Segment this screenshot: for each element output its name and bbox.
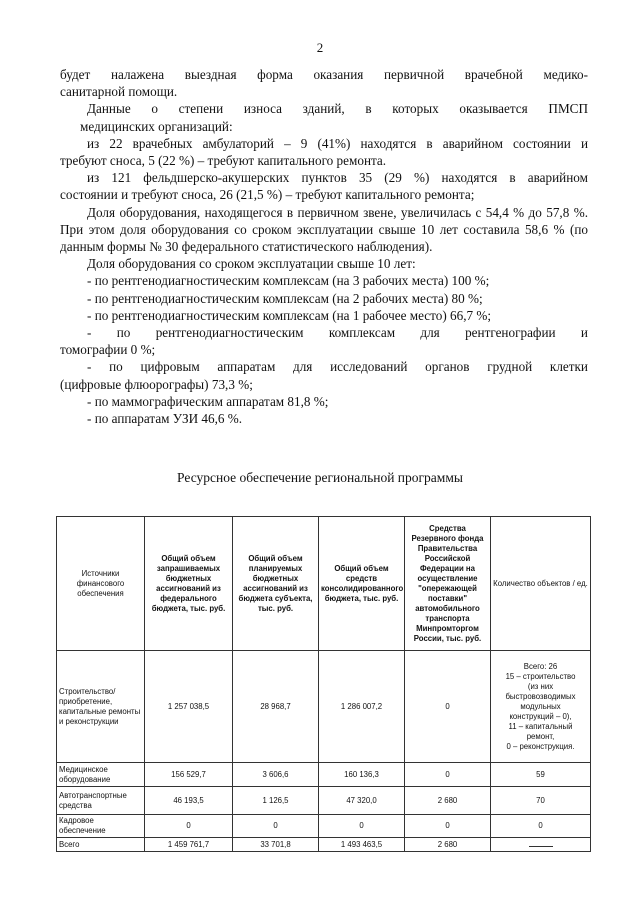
list-item: - по маммографическим аппаратам 81,8 %; [87, 393, 329, 409]
cell-federal: 0 [145, 815, 233, 838]
row-label: Медицинское оборудование [57, 763, 145, 787]
header-objects: Количество объектов / ед. [491, 517, 591, 651]
page-number: 2 [316, 40, 324, 55]
header-subject: Общий объем планируемых бюджетных ассигнований из бюджета субъекта, тыс. руб. [233, 517, 319, 651]
list-item: - по аппаратам УЗИ 46,6 %. [87, 411, 243, 427]
header-source: Источники финансового обеспечения [57, 517, 145, 651]
paragraph: Доля оборудования, находящегося в первичном звене, увеличилась с 54,4 % до 57,8 %. При этом доля оборудования со сроком эксплуатации свыше 10 лет составила 58,6 % (по данным формы № 30 федерального статистического наблюдения). [60, 204, 588, 255]
cell-objects: 70 [491, 787, 591, 815]
cell-reserve: 0 [405, 763, 491, 787]
cell-consolidated: 1 493 463,5 [319, 838, 405, 852]
cell-subject: 33 701,8 [233, 838, 319, 852]
header-federal: Общий объем запрашиваемых бюджетных ассигнований из федерального бюджета, тыс. руб. [145, 517, 233, 651]
cell-reserve: 2 680 [405, 787, 491, 815]
cell-consolidated: 160 136,3 [319, 763, 405, 787]
table-row [57, 815, 591, 838]
cell-reserve: 0 [405, 815, 491, 838]
paragraph-line: санитарной помощи. [60, 84, 178, 100]
paragraph-line: будет налажена выездная форма оказания первичной врачебной медико- [60, 67, 588, 82]
cell-consolidated: 47 320,0 [319, 787, 405, 815]
list-item: - по рентгенодиагностическим комплексам (на 1 рабочее место) 66,7 %; [87, 307, 492, 323]
resource-table [56, 516, 591, 852]
cell-federal: 46 193,5 [145, 787, 233, 815]
list-item: - по рентгенодиагностическим комплексам (на 2 рабочих места) 80 %; [87, 290, 483, 306]
list-item-continuation: томографии 0 %; [60, 342, 156, 358]
header-consolidated: Общий объем средств консолидированного бюджета, тыс. руб. [319, 517, 405, 651]
cell-objects: Всего: 26 15 – строительство (из них быстровозводимых модульных конструкций – 0), 11 – капитальный ремонт, 0 – реконструкция. [491, 651, 591, 763]
table-row [57, 651, 591, 763]
table-row [57, 763, 591, 787]
list-item: - по цифровым аппаратам для исследований органов грудной клетки [87, 359, 588, 375]
cell-reserve: 2 680 [405, 838, 491, 852]
cell-objects [491, 838, 591, 852]
cell-federal: 1 257 038,5 [145, 651, 233, 763]
table-header-row [57, 517, 591, 651]
paragraph: Доля оборудования со сроком эксплуатации свыше 10 лет: [87, 256, 416, 272]
cell-reserve: 0 [405, 651, 491, 763]
body-text [60, 66, 588, 427]
paragraph-line: Данные о степени износа зданий, в которых оказывается ПМСП [87, 101, 588, 117]
paragraph-line: состоянии и требуют сноса, 26 (21,5 %) – требуют капитального ремонта; [60, 187, 475, 203]
cell-subject: 0 [233, 815, 319, 838]
row-label: Строительство/приобретение, капитальные ремонты и реконструкции [57, 651, 145, 763]
row-label: Автотранспортные средства [57, 787, 145, 815]
cell-subject: 1 126,5 [233, 787, 319, 815]
cell-consolidated: 1 286 007,2 [319, 651, 405, 763]
cell-federal: 1 459 761,7 [145, 838, 233, 852]
paragraph-line: требуют сноса, 5 (22 %) – требуют капитального ремонта. [60, 153, 387, 169]
paragraph-line: из 121 фельдшерско-акушерских пунктов 35 (29 %) находятся в аварийном [87, 170, 588, 186]
paragraph-line: медицинских организаций: [80, 118, 233, 134]
cell-objects: 0 [491, 815, 591, 838]
cell-federal: 156 529,7 [145, 763, 233, 787]
table-row [57, 787, 591, 815]
row-label: Всего [57, 838, 145, 852]
cell-subject: 3 606,6 [233, 763, 319, 787]
dash-mark [529, 840, 553, 847]
table-row-total [57, 838, 591, 852]
row-label: Кадровое обеспечение [57, 815, 145, 838]
header-reserve: Средства Резервного фонда Правительства Российской Федерации на осуществление "опережающей поставки" автомобильного транспорта Минпромторгом России, тыс. руб. [405, 517, 491, 651]
cell-objects: 59 [491, 763, 591, 787]
cell-consolidated: 0 [319, 815, 405, 838]
section-title: Ресурсное обеспечение региональной программы [177, 470, 463, 485]
list-item: - по рентгенодиагностическим комплексам (на 3 рабочих места) 100 %; [87, 273, 490, 289]
list-item: - по рентгенодиагностическим комплексам для рентгенографии и [87, 325, 588, 341]
list-item-continuation: (цифровые флюорографы) 73,3 %; [60, 376, 253, 392]
paragraph-line: из 22 врачебных амбулаторий – 9 (41%) находятся в аварийном состоянии и [87, 135, 588, 151]
cell-subject: 28 968,7 [233, 651, 319, 763]
